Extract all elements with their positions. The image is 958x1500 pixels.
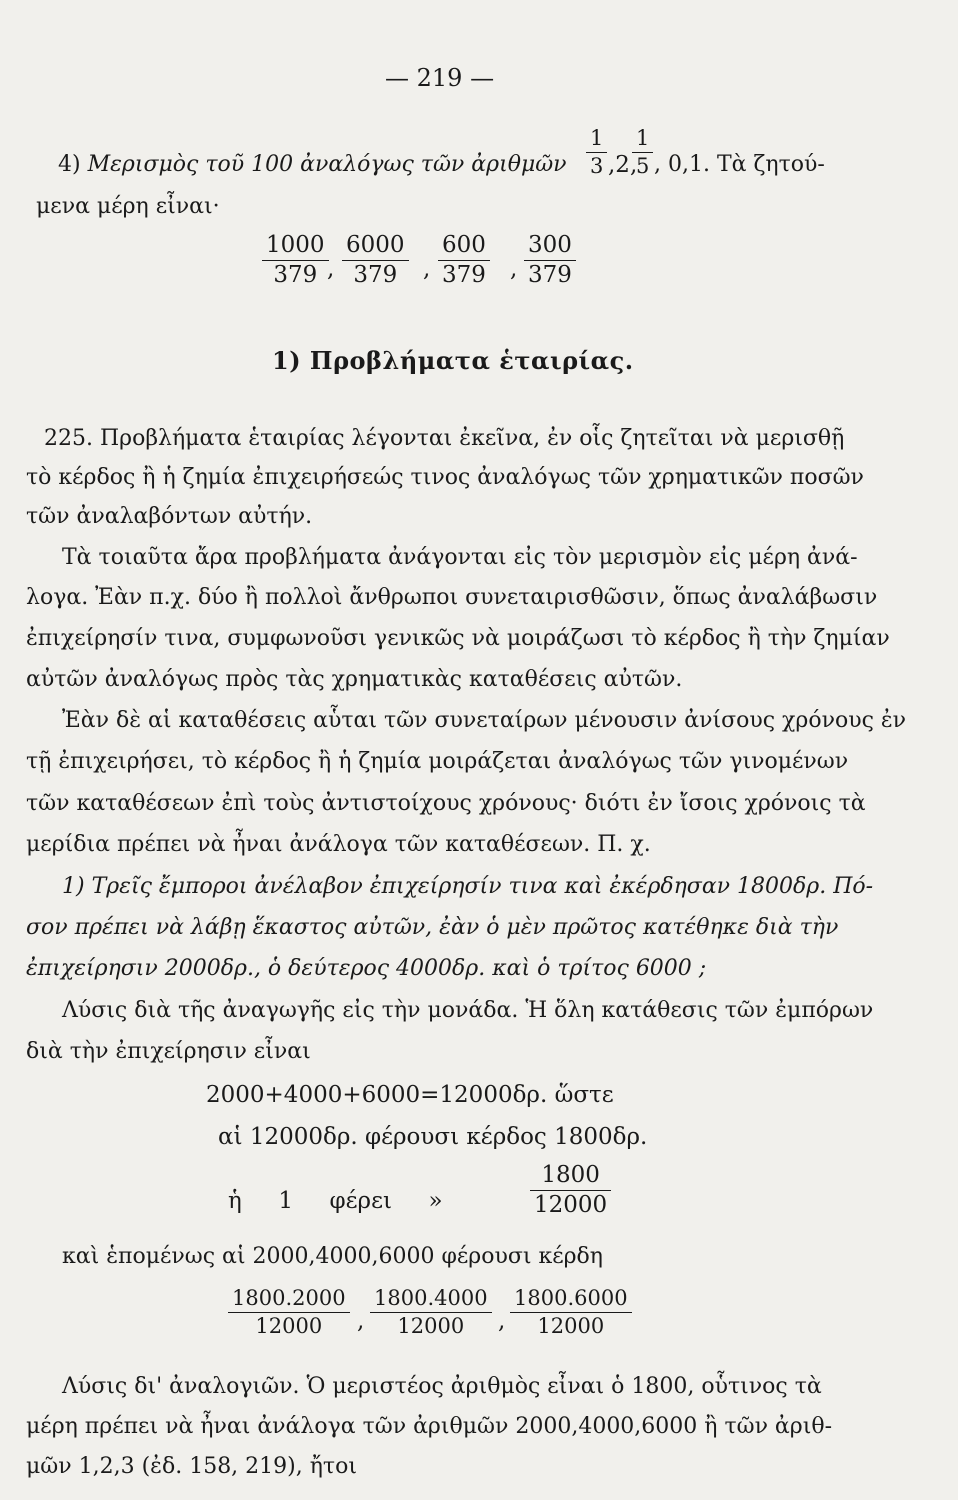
fraction-one-fifth — [632, 128, 653, 177]
fraction-numerator: 1 — [590, 126, 604, 150]
problem-1-line: ἐπιχείρησιν 2000δρ., ὁ δεύτερος 4000δρ. καὶ ὁ τρίτος 6000 ; — [26, 956, 707, 981]
solution-2-line: Λύσις δι' ἀναλογιῶν. Ὁ μεριστέος ἀριθμὸς εἶναι ὁ 1800, οὗτινος τὰ — [62, 1374, 822, 1399]
section-heading — [272, 346, 634, 375]
solution-1-line: καὶ ἑπομένως αἱ 2000,4000,6000 φέρουσι κέρδη — [62, 1244, 603, 1269]
fraction-numerator: 1800 — [541, 1162, 600, 1188]
fraction-denominator: 12000 — [370, 1312, 492, 1337]
fraction-numerator: 1800.4000 — [374, 1286, 488, 1310]
problem-1-line: 1) Τρεῖς ἔμποροι ἀνέλαβον ἐπιχείρησίν τινα καὶ ἐκέρδησαν 1800δρ. Πό- — [62, 874, 874, 899]
fraction-numerator: 1000 — [266, 232, 325, 258]
fraction-denominator: 12000 — [228, 1312, 350, 1337]
solution-1-line: Λύσις διὰ τῆς ἀναγωγῆς εἰς τὴν μονάδα. Ἡ ὅλη κατάθεσις τῶν ἐμπόρων — [62, 998, 874, 1023]
example-line-2: μενα μέρη εἶναι· — [36, 194, 220, 219]
fraction-numerator: 300 — [528, 232, 572, 258]
fraction-denominator: 12000 — [530, 1190, 611, 1217]
equation-unit: ἡ 1 φέρει » — [228, 1188, 443, 1214]
section-title: Προβλήματα ἑταιρίας. — [309, 346, 634, 375]
par-225-line: 225. Προβλήματα ἑταιρίας λέγονται ἐκεῖνα, ἐν οἷς ζητεῖται νὰ μερισθῇ — [44, 426, 845, 451]
equation-sum: 2000+4000+6000=12000δρ. ὥστε — [206, 1082, 614, 1108]
par-225-line: μερίδια πρέπει νὰ ἦναι ἀνάλογα τῶν καταθέσεων. Π. χ. — [26, 832, 651, 857]
fraction-numerator: 1 — [636, 126, 650, 150]
fraction-numerator: 1800.2000 — [232, 1286, 346, 1310]
fraction-numerator: 1800.6000 — [514, 1286, 628, 1310]
comma: , — [357, 1308, 365, 1334]
solution-1-line: διὰ τὴν ἐπιχείρησιν εἶναι — [26, 1039, 311, 1064]
fraction-denominator: 3 — [586, 152, 607, 177]
separator-2: ,2, — [608, 152, 638, 178]
comma: , — [510, 256, 518, 282]
problem-1-line: σον πρέπει νὰ λάβῃ ἕκαστος αὐτῶν, ἐὰν ὁ μὲν πρῶτος κατέθηκε διὰ τὴν — [26, 915, 839, 940]
example-text: Μερισμὸς τοῦ 100 ἀναλόγως τῶν ἀριθμῶν — [87, 152, 567, 177]
example-4-line — [58, 152, 567, 177]
par-225-line: λογα. Ἐὰν π.χ. δύο ἢ πολλοὶ ἄνθρωποι συνεταιρισθῶσιν, ὅπως ἀναλάβωσιν — [26, 585, 878, 610]
equation-profit: αἱ 12000δρ. φέρουσι κέρδος 1800δρ. — [218, 1124, 648, 1150]
answer-fraction — [262, 234, 329, 287]
fraction-one-third — [586, 128, 607, 177]
par-225-line: τῇ ἐπιχειρήσει, τὸ κέρδος ἢ ἡ ζημία μοιράζεται ἀναλόγως τῶν γινομένων — [26, 749, 849, 774]
answer-fraction — [342, 234, 409, 287]
result-fraction — [228, 1288, 350, 1337]
comma: , — [423, 256, 431, 282]
section-number: 1) — [272, 346, 302, 375]
page-number: — 219 — — [385, 64, 495, 92]
par-225-line: Ἐὰν δὲ αἱ καταθέσεις αὗται τῶν συνεταίρων μένουσιν ἀνίσους χρόνους ἐν — [62, 708, 907, 733]
example-number: 4) — [58, 152, 81, 177]
fraction-numerator: 600 — [442, 232, 486, 258]
par-225-line: τὸ κέρδος ἢ ἡ ζημία ἐπιχειρήσεώς τινος ἀναλόγως τῶν χρηματικῶν ποσῶν — [26, 465, 864, 490]
comma: , — [498, 1308, 506, 1334]
result-fraction — [510, 1288, 632, 1337]
comma: , — [327, 256, 335, 282]
fraction-denominator: 379 — [438, 260, 490, 287]
answer-fraction — [438, 234, 490, 287]
solution-2-line: μέρη πρέπει νὰ ἦναι ἀνάλογα τῶν ἀριθμῶν 2000,4000,6000 ἢ τῶν ἀριθ- — [26, 1414, 833, 1439]
par-225-line: τῶν ἀναλαβόντων αὐτήν. — [26, 504, 313, 529]
par-225-line: ἐπιχείρησίν τινα, συμφωνοῦσι γενικῶς νὰ μοιράζωσι τὸ κέρδος ἢ τὴν ζημίαν — [26, 626, 890, 651]
answer-fraction — [524, 234, 576, 287]
solution-2-line: μῶν 1,2,3 (ἐδ. 158, 219), ἤτοι — [26, 1454, 357, 1479]
example-tail: , 0,1. Τὰ ζητού- — [654, 152, 825, 177]
par-225-line: αὐτῶν ἀναλόγως πρὸς τὰς χρηματικὰς καταθέσεις αὐτῶν. — [26, 667, 683, 692]
fraction-denominator: 12000 — [510, 1312, 632, 1337]
fraction-denominator: 379 — [262, 260, 329, 287]
fraction-numerator: 6000 — [346, 232, 405, 258]
fraction-denominator: 379 — [524, 260, 576, 287]
fraction-denominator: 379 — [342, 260, 409, 287]
par-225-line: τῶν καταθέσεων ἐπὶ τοὺς ἀντιστοίχους χρόνους· διότι ἐν ἴσοις χρόνοις τὰ — [26, 791, 866, 816]
unit-fraction — [530, 1164, 611, 1217]
par-225-line: Τὰ τοιαῦτα ἄρα προβλήματα ἀνάγονται εἰς τὸν μερισμὸν εἰς μέρη ἀνά- — [62, 545, 858, 570]
fraction-denominator: 5 — [632, 152, 653, 177]
result-fraction — [370, 1288, 492, 1337]
